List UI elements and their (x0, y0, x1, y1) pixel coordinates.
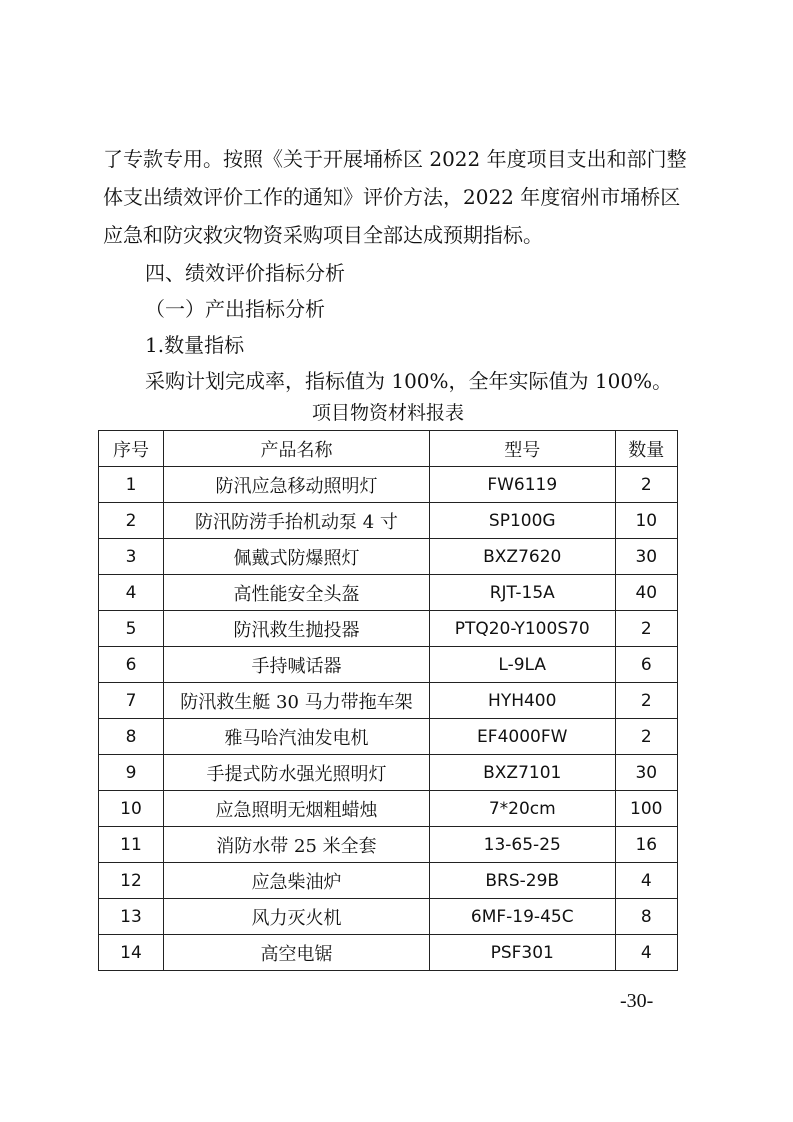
page-number: -30- (620, 990, 654, 1012)
numbered-heading: 1.数量指标 (145, 333, 245, 357)
cell-name: 消防水带 25 米全套 (163, 827, 429, 863)
cell-model: BXZ7101 (429, 755, 615, 791)
cell-model: L-9LA (429, 647, 615, 683)
cell-name: 防汛应急移动照明灯 (163, 467, 429, 503)
cell-qty: 30 (615, 755, 677, 791)
cell-model: BXZ7620 (429, 539, 615, 575)
header-model: 型号 (429, 431, 615, 467)
cell-qty: 2 (615, 683, 677, 719)
body-text-line-1: 了专款专用。按照《关于开展埇桥区 2022 年度项目支出和部门整 (103, 147, 687, 171)
cell-qty: 2 (615, 467, 677, 503)
body-text-line-3: 应急和防灾救灾物资采购项目全部达成预期指标。 (103, 223, 543, 247)
cell-name: 防汛救生抛投器 (163, 611, 429, 647)
cell-no: 11 (99, 827, 164, 863)
table-row (99, 719, 678, 755)
table-row (99, 755, 678, 791)
header-name: 产品名称 (163, 431, 429, 467)
cell-name: 防汛防涝手抬机动泵 4 寸 (163, 503, 429, 539)
completion-rate-text: 采购计划完成率，指标值为 100%，全年实际值为 100%。 (145, 369, 673, 393)
cell-model: PSF301 (429, 935, 615, 971)
header-no: 序号 (99, 431, 164, 467)
cell-no: 3 (99, 539, 164, 575)
cell-name: 佩戴式防爆照灯 (163, 539, 429, 575)
cell-model: SP100G (429, 503, 615, 539)
cell-model: BRS-29B (429, 863, 615, 899)
cell-qty: 10 (615, 503, 677, 539)
cell-name: 高空电锯 (163, 935, 429, 971)
cell-model: HYH400 (429, 683, 615, 719)
table-row (99, 899, 678, 935)
cell-qty: 2 (615, 719, 677, 755)
cell-qty: 40 (615, 575, 677, 611)
table-header-row (99, 431, 678, 467)
table-row (99, 467, 678, 503)
table-row (99, 863, 678, 899)
cell-name: 风力灭火机 (163, 899, 429, 935)
table-row (99, 611, 678, 647)
cell-name: 应急照明无烟粗蜡烛 (163, 791, 429, 827)
cell-qty: 16 (615, 827, 677, 863)
table-body (99, 467, 678, 971)
body-text-line-2: 体支出绩效评价工作的通知》评价方法，2022 年度宿州市埇桥区 (103, 185, 681, 209)
cell-no: 9 (99, 755, 164, 791)
cell-qty: 8 (615, 899, 677, 935)
cell-no: 4 (99, 575, 164, 611)
materials-table (98, 430, 678, 971)
cell-no: 10 (99, 791, 164, 827)
table-row (99, 539, 678, 575)
cell-name: 雅马哈汽油发电机 (163, 719, 429, 755)
table-row (99, 683, 678, 719)
cell-model: FW6119 (429, 467, 615, 503)
cell-name: 高性能安全头盔 (163, 575, 429, 611)
cell-no: 12 (99, 863, 164, 899)
cell-no: 13 (99, 899, 164, 935)
cell-no: 2 (99, 503, 164, 539)
cell-qty: 4 (615, 863, 677, 899)
table-row (99, 575, 678, 611)
cell-name: 手持喊话器 (163, 647, 429, 683)
cell-no: 8 (99, 719, 164, 755)
table-row (99, 647, 678, 683)
cell-name: 手提式防水强光照明灯 (163, 755, 429, 791)
cell-model: EF4000FW (429, 719, 615, 755)
cell-model: 6MF-19-45C (429, 899, 615, 935)
cell-name: 应急柴油炉 (163, 863, 429, 899)
cell-no: 1 (99, 467, 164, 503)
cell-no: 14 (99, 935, 164, 971)
cell-name: 防汛救生艇 30 马力带拖车架 (163, 683, 429, 719)
cell-qty: 30 (615, 539, 677, 575)
section-heading: 四、绩效评价指标分析 (145, 261, 345, 285)
cell-no: 5 (99, 611, 164, 647)
cell-qty: 6 (615, 647, 677, 683)
cell-qty: 100 (615, 791, 677, 827)
subsection-heading: （一）产出指标分析 (145, 297, 325, 321)
table-caption: 项目物资材料报表 (311, 402, 464, 424)
cell-qty: 2 (615, 611, 677, 647)
cell-model: RJT-15A (429, 575, 615, 611)
cell-model: PTQ20-Y100S70 (429, 611, 615, 647)
table-row (99, 827, 678, 863)
table-row (99, 791, 678, 827)
cell-qty: 4 (615, 935, 677, 971)
table-row (99, 935, 678, 971)
header-qty: 数量 (615, 431, 677, 467)
cell-no: 7 (99, 683, 164, 719)
cell-model: 7*20cm (429, 791, 615, 827)
cell-model: 13-65-25 (429, 827, 615, 863)
cell-no: 6 (99, 647, 164, 683)
table-row (99, 503, 678, 539)
